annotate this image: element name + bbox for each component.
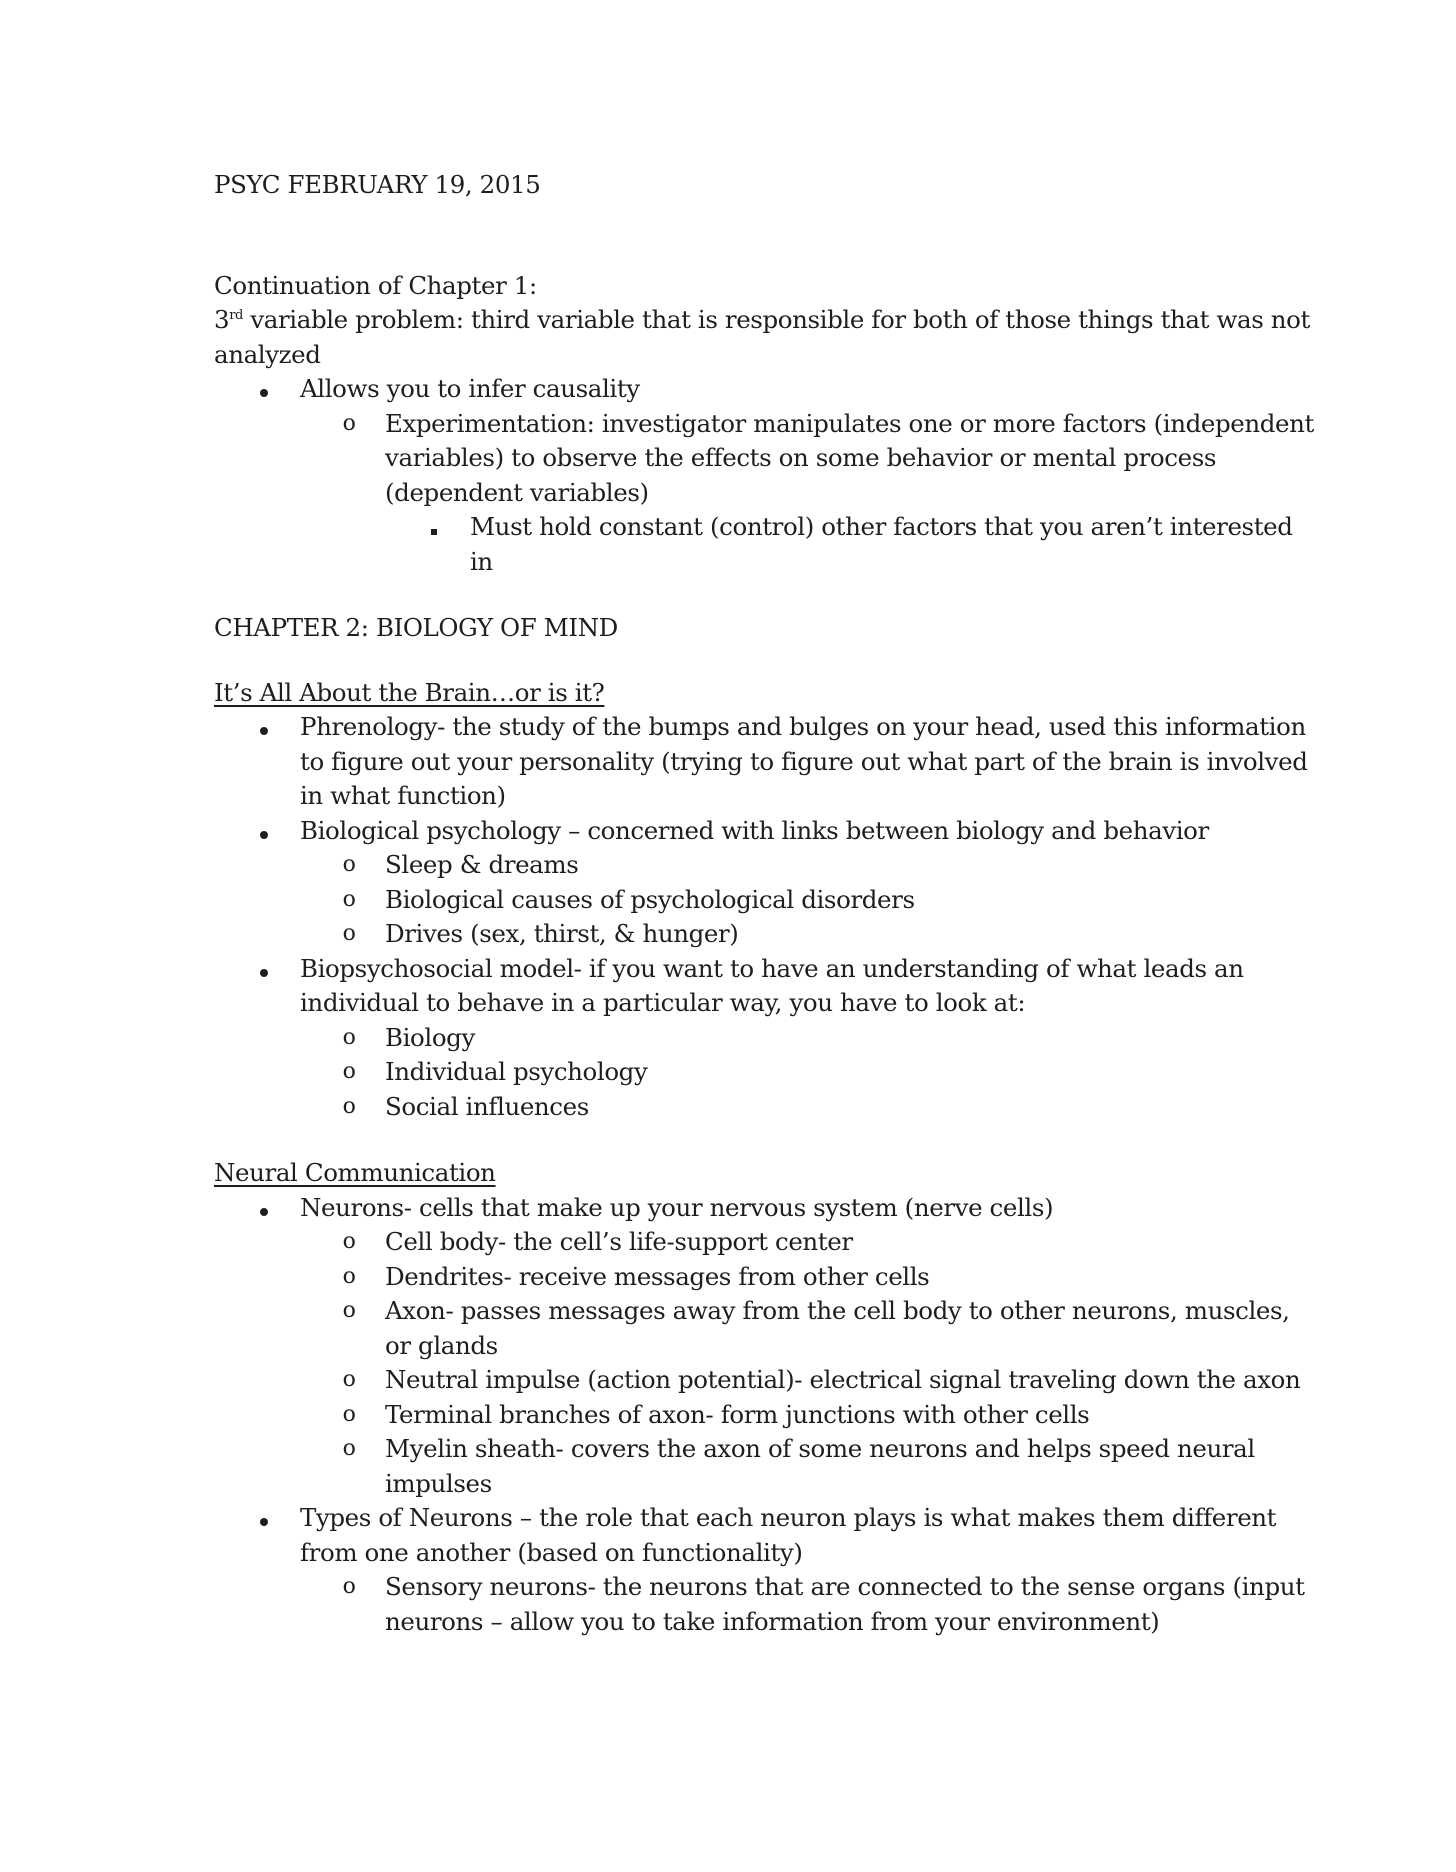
third-variable-suffix: rd <box>229 308 243 323</box>
bullet-dot <box>254 952 274 987</box>
list-item <box>214 1501 1314 1570</box>
list-item <box>214 952 1314 1021</box>
list-item <box>214 917 1314 952</box>
list-item-text: Sensory neurons- the neurons that are connected to the sense organs (input neurons – allow you to take information from your environment) <box>385 1572 1305 1636</box>
section-heading-neural: Neural Communication <box>214 1158 496 1187</box>
third-variable-text: variable problem: third variable that is responsible for both of those things that was not analyzed <box>214 305 1310 369</box>
list-item <box>214 372 1314 407</box>
list-item <box>214 1294 1314 1363</box>
list-item-text: Myelin sheath- covers the axon of some neurons and helps speed neural impulses <box>385 1434 1255 1498</box>
bullet-circle: o <box>342 852 356 877</box>
bullet-circle: o <box>342 921 356 946</box>
list-item-text: Neutral impulse (action potential)- electrical signal traveling down the axon <box>385 1365 1301 1394</box>
bullet-circle: o <box>342 410 356 436</box>
list-item-text: Axon- passes messages away from the cell body to other neurons, muscles, or glands <box>385 1296 1290 1360</box>
list-item-text: Biology <box>385 1022 475 1052</box>
bullet-circle: o <box>342 1436 356 1461</box>
list-item-text: Biological causes of psychological disorders <box>385 884 915 914</box>
document-page <box>214 168 1314 1639</box>
list-item-text: Terminal branches of axon- form junctions with other cells <box>385 1399 1090 1429</box>
list-item <box>214 710 1314 814</box>
bullet-circle: o <box>342 1298 356 1323</box>
list-item <box>214 510 1314 579</box>
bullet-circle: o <box>342 1401 356 1427</box>
list-item <box>214 407 1314 511</box>
list-item-text: Types of Neurons – the role that each neuron plays is what makes them different from one another (based on functionality) <box>300 1503 1277 1567</box>
list-item-text: Social influences <box>385 1091 589 1121</box>
bullet-circle: o <box>342 1574 356 1599</box>
list-item <box>214 1260 1314 1295</box>
list-item-text: Allows you to infer causality <box>300 374 640 403</box>
list-item <box>214 1021 1314 1056</box>
list-item <box>214 1432 1314 1501</box>
list-item-text: Dendrites- receive messages from other cells <box>385 1261 930 1291</box>
list-item <box>214 1570 1314 1639</box>
list-item-text: Sleep & dreams <box>385 850 579 879</box>
bullet-circle: o <box>342 1229 356 1254</box>
third-variable-number: 3 <box>214 305 230 334</box>
list-item <box>214 1398 1314 1433</box>
bullet-dot <box>254 1191 274 1226</box>
bullet-circle: o <box>342 1263 356 1289</box>
list-item <box>214 814 1314 849</box>
chapter1-heading: Continuation of Chapter 1: <box>214 270 537 300</box>
list-item-text: Biological psychology – concerned with links between biology and behavior <box>300 815 1209 845</box>
third-variable-paragraph <box>214 303 1314 372</box>
list-item <box>214 1363 1314 1398</box>
bullet-circle: o <box>342 1367 356 1392</box>
list-item <box>214 848 1314 883</box>
bullet-dot <box>254 710 274 745</box>
chapter2-heading: CHAPTER 2: BIOLOGY OF MIND <box>214 613 618 642</box>
list-item-text: Individual psychology <box>385 1057 648 1086</box>
list-item-text: Experimentation: investigator manipulates one or more factors (independent variables) to observe the effects on some behavior or mental process (dependent variables) <box>385 408 1314 507</box>
list-item-text: Cell body- the cell’s life-support center <box>385 1227 853 1256</box>
bullet-dot <box>254 372 274 407</box>
list-item <box>214 1225 1314 1260</box>
list-item <box>214 883 1314 918</box>
document-title: PSYC FEBRUARY 19, 2015 <box>214 170 541 199</box>
bullet-circle: o <box>342 1093 356 1119</box>
bullet-circle: o <box>342 886 356 912</box>
list-item-text: Phrenology- the study of the bumps and bulges on your head, used this information to figure out your personality (trying to figure out what part of the brain is involved in what function) <box>300 712 1308 810</box>
bullet-dot <box>254 814 274 849</box>
bullet-circle: o <box>342 1059 356 1084</box>
section-heading-brain: It’s All About the Brain…or is it? <box>214 677 605 707</box>
bullet-circle: o <box>342 1024 356 1050</box>
list-item-text: Drives (sex, thirst, & hunger) <box>385 919 739 948</box>
list-item-text: Biopsychosocial model- if you want to have an understanding of what leads an individual to behave in a particular way, you have to look at: <box>300 953 1244 1017</box>
list-item-text: Neurons- cells that make up your nervous system (nerve cells) <box>300 1192 1054 1222</box>
list-item <box>214 1090 1314 1125</box>
bullet-dot <box>254 1501 274 1536</box>
bullet-square <box>424 510 444 545</box>
list-item <box>214 1055 1314 1090</box>
list-item <box>214 1191 1314 1226</box>
list-item-text: Must hold constant (control) other factors that you aren’t interested in <box>470 512 1293 576</box>
